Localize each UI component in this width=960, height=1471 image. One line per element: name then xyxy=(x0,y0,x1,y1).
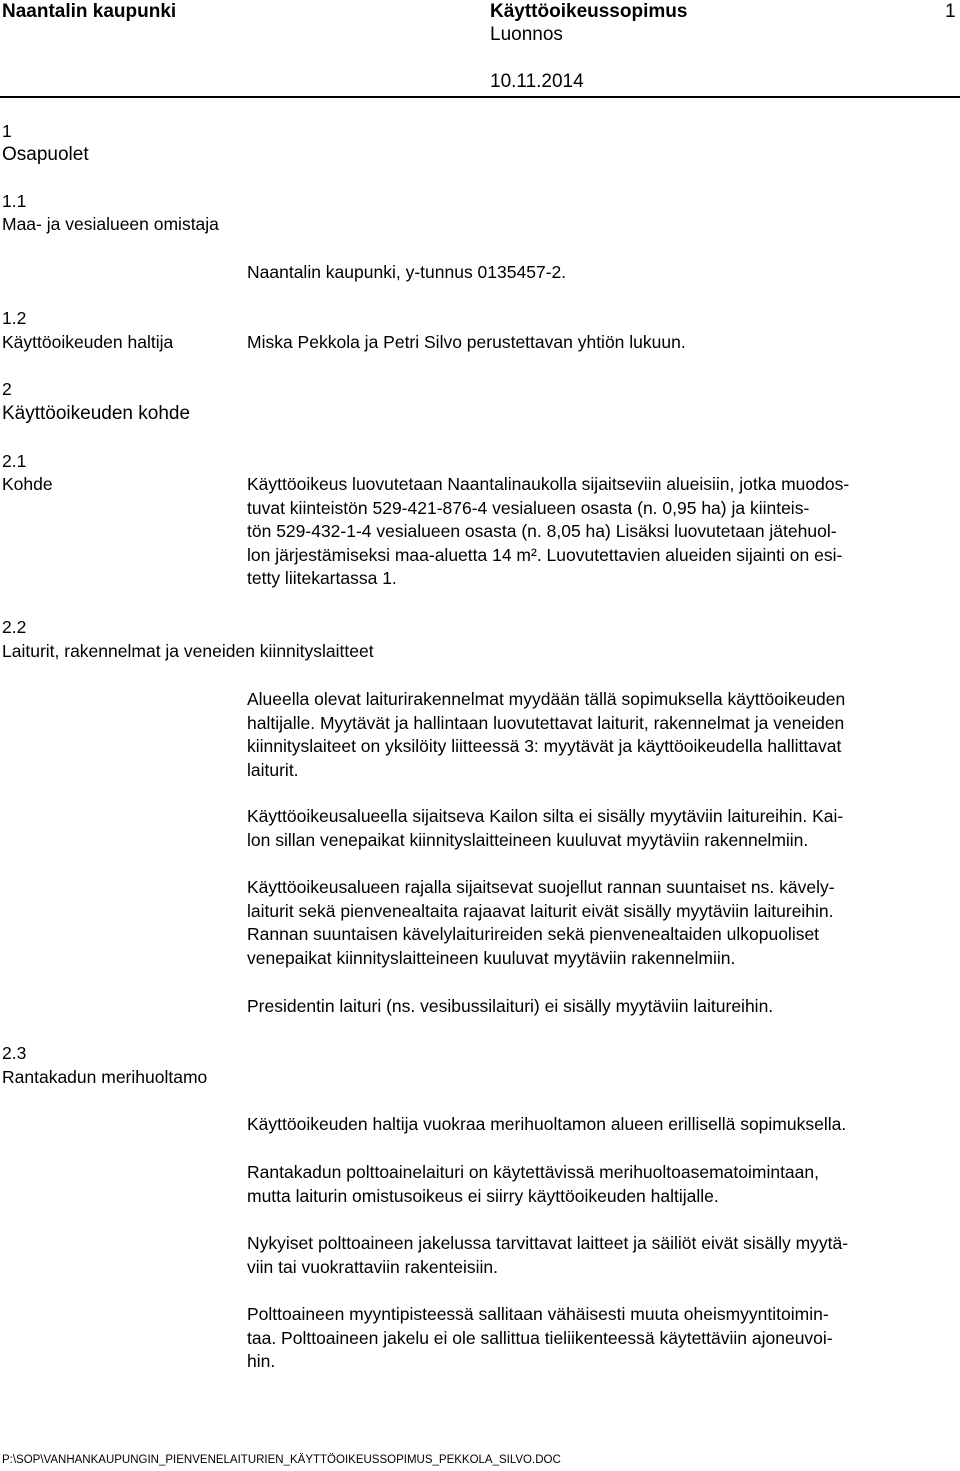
body-line: tetty liitekartassa 1. xyxy=(247,568,397,589)
section-1-number: 1 xyxy=(2,121,12,141)
section-2-number: 2 xyxy=(2,379,12,399)
section-2-1-body xyxy=(247,473,957,591)
body-line: Rantakadun polttoainelaituri on käytettävissä merihuoltoasematoimintaan, xyxy=(247,1162,819,1182)
section-2-3-title: Rantakadun merihuoltamo xyxy=(2,1067,208,1087)
body-line: laiturit sekä pienvenealtaita rajaavat laiturit eivät sisälly myytäviin laitureihin. xyxy=(247,900,834,921)
section-2-3-paragraph-4 xyxy=(247,1303,957,1374)
section-2-2-paragraph-1 xyxy=(247,688,957,782)
section-1-1-title: Maa- ja vesialueen omistaja xyxy=(2,214,219,234)
header-status: Luonnos xyxy=(490,24,563,45)
header-organization: Naantalin kaupunki xyxy=(2,1,177,22)
body-line: lon sillan venepaikat kiinnityslaitteineen kuuluvat myytäviin rakennelmiin. xyxy=(247,829,809,850)
body-line: hin. xyxy=(247,1351,276,1372)
section-1-2-number: 1.2 xyxy=(2,308,27,328)
body-line: Käyttöoikeusalueella sijaitseva Kailon silta ei sisälly myytäviin laitureihin. Kai- xyxy=(247,806,844,826)
body-line: Alueella olevat laiturirakennelmat myydään tällä sopimuksella käyttöoikeuden xyxy=(247,689,846,709)
section-2-1-number: 2.1 xyxy=(2,451,27,471)
section-2-title: Käyttöoikeuden kohde xyxy=(2,403,191,424)
body-line: venepaikat kiinnityslaitteineen kuuluvat myytäviin rakennelmiin. xyxy=(247,947,736,968)
section-2-3-paragraph-2 xyxy=(247,1161,957,1208)
header-divider xyxy=(0,96,960,98)
body-line: tuvat kiinteistön 529-421-876-4 vesialueen osasta (n. 0,95 ha) ja kiinteis- xyxy=(247,497,810,518)
header-page-number: 1 xyxy=(945,1,956,22)
body-line: tön 529-432-1-4 vesialueen osasta (n. 8,05 ha) Lisäksi luovutetaan jätehuol- xyxy=(247,521,837,542)
section-2-3-paragraph-3 xyxy=(247,1232,957,1279)
section-2-2-paragraph-2 xyxy=(247,805,957,852)
body-line: Käyttöoikeus luovutetaan Naantalinaukolla sijaitseviin alueisiin, jotka muodos- xyxy=(247,474,850,494)
section-1-1-value: Naantalin kaupunki, y-tunnus 0135457-2. xyxy=(247,262,567,282)
body-line: kiinnityslaiteet on yksilöity liitteessä 3: myytävät ja käyttöoikeudella hallittavat xyxy=(247,736,842,757)
section-2-2-number: 2.2 xyxy=(2,617,27,637)
body-line: viin tai vuokrattaviin rakenteisiin. xyxy=(247,1256,498,1277)
section-2-3-paragraph-1 xyxy=(247,1113,957,1137)
body-line: Nykyiset polttoaineen jakelussa tarvittavat laitteet ja säiliöt eivät sisälly myytä- xyxy=(247,1233,849,1253)
body-line: Käyttöoikeuden haltija vuokraa merihuoltamon alueen erillisellä sopimuksella. xyxy=(247,1114,847,1134)
section-2-1-title: Kohde xyxy=(2,474,53,494)
body-line: taa. Polttoaineen jakelu ei ole sallittua tieliikenteessä käytettäviin ajoneuvoi- xyxy=(247,1327,833,1348)
body-line: lon järjestämiseksi maa-aluetta 14 m². Luovutettavien alueiden sijainti on esi- xyxy=(247,544,843,565)
section-2-2-paragraph-4 xyxy=(247,995,957,1019)
section-1-title: Osapuolet xyxy=(2,144,89,165)
header-document-title: Käyttöoikeussopimus xyxy=(490,1,688,22)
body-line: mutta laiturin omistusoikeus ei siirry käyttöoikeuden haltijalle. xyxy=(247,1185,719,1206)
header-date: 10.11.2014 xyxy=(490,71,584,92)
body-line: Rannan suuntaisen kävelylaiturireiden sekä pienvenealtaiden ulkopuoliset xyxy=(247,924,820,945)
footer-file-path: P:\SOP\VANHANKAUPUNGIN_PIENVENELAITURIEN_KÄYTTÖOIKEUSSOPIMUS_PEKKOLA_SILVO.DOC xyxy=(2,1454,561,1466)
section-2-3-number: 2.3 xyxy=(2,1043,27,1063)
body-line: haltijalle. Myytävät ja hallintaan luovutettavat laiturit, rakennelmat ja veneiden xyxy=(247,712,845,733)
section-1-1-number: 1.1 xyxy=(2,191,27,211)
section-2-2-title: Laiturit, rakennelmat ja veneiden kiinnityslaitteet xyxy=(2,641,374,661)
body-line: Presidentin laituri (ns. vesibussilaituri) ei sisälly myytäviin laitureihin. xyxy=(247,996,774,1016)
section-1-2-title: Käyttöoikeuden haltija xyxy=(2,332,174,352)
section-1-2-value: Miska Pekkola ja Petri Silvo perustettavan yhtiön lukuun. xyxy=(247,332,686,352)
body-line: Käyttöoikeusalueen rajalla sijaitsevat suojellut rannan suuntaiset ns. kävely- xyxy=(247,877,835,897)
body-line: Polttoaineen myyntipisteessä sallitaan vähäisesti muuta oheismyyntitoimin- xyxy=(247,1304,829,1324)
body-line: laiturit. xyxy=(247,759,299,780)
section-2-2-paragraph-3 xyxy=(247,876,957,970)
